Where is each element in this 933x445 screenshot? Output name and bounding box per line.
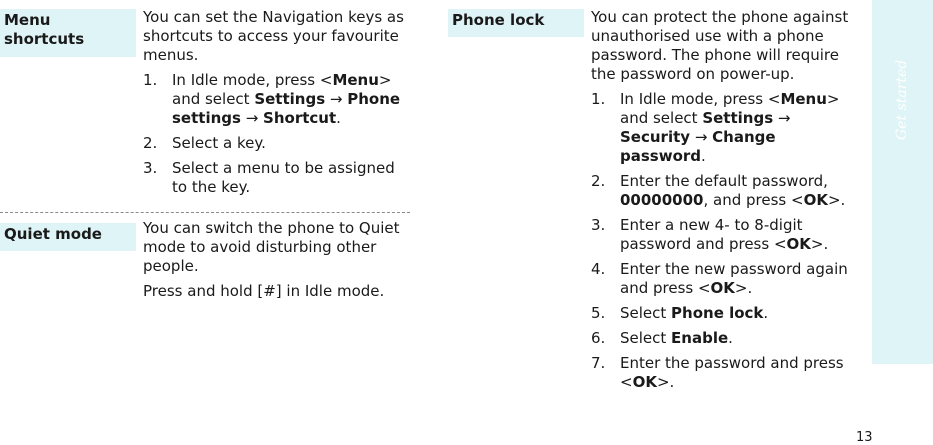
step-number: 4.	[591, 260, 606, 278]
step-keyword: Settings	[254, 90, 326, 108]
phone-lock-intro: You can protect the phone against unauthorised use with a phone password. The phone will require the password on power-up.	[591, 8, 849, 83]
step-keyword: OK	[803, 191, 828, 209]
quiet-mode-intro: You can switch the phone to Quiet mode to avoid disturbing other people.	[143, 219, 400, 275]
page-number: 13	[856, 430, 873, 445]
phone-lock-content	[591, 8, 853, 398]
step-keyword: Menu	[332, 71, 379, 89]
step-number: 2.	[143, 134, 158, 152]
section-tab-label: Get started	[894, 60, 910, 141]
step-number: 7.	[591, 354, 606, 372]
section-divider	[0, 212, 410, 213]
step-keyword: Menu	[780, 90, 827, 108]
step-keyword: OK	[710, 279, 735, 297]
step-number: 6.	[591, 329, 606, 347]
step-number: 3.	[591, 216, 606, 234]
step-item: 3. Enter a new 4- to 8-digit password and press <OK>.	[591, 216, 829, 253]
step-keyword: Phone settings	[172, 90, 401, 127]
step-number: 5.	[591, 304, 606, 322]
menu-shortcuts-intro: You can set the Navigation keys as shortcuts to access your favourite menus.	[143, 8, 404, 64]
step-keyword: Security	[620, 128, 691, 146]
step-item: 2. Enter the default password, 00000000, and press <OK>.	[591, 172, 846, 209]
step-item: 4. Enter the new password again and press <OK>.	[591, 260, 848, 297]
step-number: 1.	[591, 90, 606, 108]
step-item: 6. Select Enable.	[591, 329, 733, 347]
step-keyword: Change password	[620, 128, 776, 165]
step-item: 1. In Idle mode, press <Menu> and select Settings → Phone settings → Shortcut.	[143, 71, 401, 127]
step-item: 2. Select a key.	[143, 134, 266, 152]
step-keyword: Shortcut	[263, 109, 337, 127]
step-keyword: OK	[632, 373, 657, 391]
step-number: 2.	[591, 172, 606, 190]
quiet-mode-note: Press and hold [#] in Idle mode.	[143, 282, 385, 300]
quiet-mode-label: Quiet mode	[0, 223, 136, 251]
step-item: 3. Select a menu to be assigned to the key.	[143, 159, 395, 196]
phone-lock-steps	[591, 90, 853, 392]
step-item: 7. Enter the password and press <OK>.	[591, 354, 844, 391]
section-tab	[872, 0, 933, 364]
step-keyword: Phone lock	[671, 304, 764, 322]
step-keyword: Settings	[702, 109, 774, 127]
step-number: 3.	[143, 159, 158, 177]
step-number: 1.	[143, 71, 158, 89]
quiet-mode-content	[143, 219, 413, 307]
phone-lock-label: Phone lock	[448, 9, 584, 37]
menu-shortcuts-label: Menu shortcuts	[0, 9, 136, 57]
step-item: 1. In Idle mode, press <Menu> and select Settings → Security → Change password.	[591, 90, 840, 165]
step-keyword: Enable	[671, 329, 729, 347]
menu-shortcuts-content	[143, 8, 413, 203]
step-item: 5. Select Phone lock.	[591, 304, 769, 322]
menu-shortcuts-steps	[143, 71, 413, 197]
step-keyword: OK	[786, 235, 811, 253]
step-keyword: 00000000	[620, 191, 704, 209]
